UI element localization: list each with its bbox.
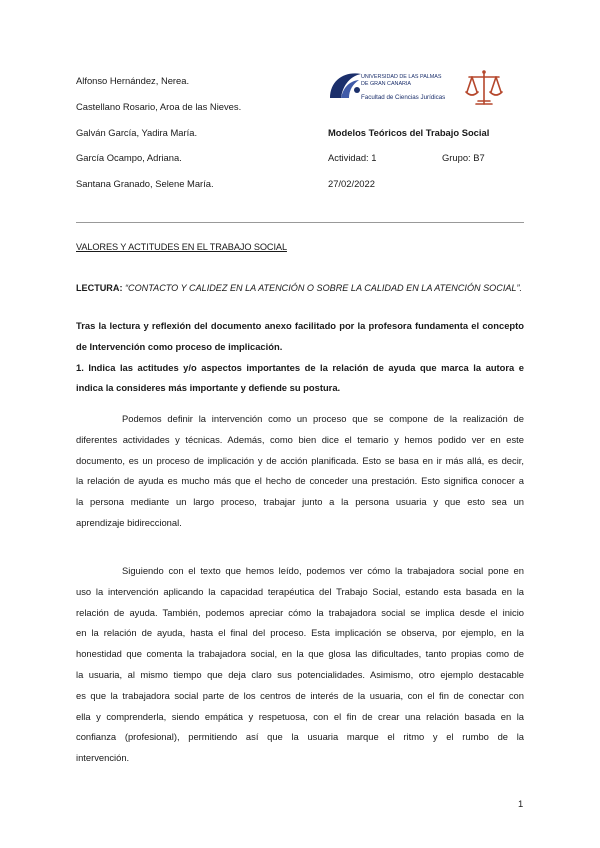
page-number: 1	[518, 798, 524, 809]
paragraph-line: la relación de ayuda es mucho más que el hecho de conceder una prestación. Esto significa conocer a	[76, 475, 524, 487]
paragraph-line: la persona mediante un largo proceso, trabajar junto a la persona usuaria y que esto sea un	[76, 496, 524, 508]
paragraph-line: uso la intervención aplicando la capacidad terapéutica del Trabajo Social, estando esta basada en la	[76, 585, 524, 597]
paragraph-line: documento, es un proceso de implicación y de acción planificada. Esto se basa en ir más allá, es decir,	[76, 454, 524, 466]
paragraph-line: aprendizaje bidireccional.	[76, 516, 182, 528]
paragraph-line: diferentes actividades y técnicas. Además, como bien dice el temario y hemos podido ver en este	[76, 433, 524, 445]
author-1: Alfonso Hernández, Nerea.	[76, 75, 190, 86]
university-name-line-1: UNIVERSIDAD DE LAS PALMAS	[361, 74, 442, 80]
paragraph-line: Podemos definir la intervención como un proceso que se compone de la realización de	[122, 413, 524, 424]
assignment-prompt	[76, 316, 524, 399]
document-date: 27/02/2022	[328, 178, 375, 189]
paragraph-line: en la relación de ayuda, hasta el final del proceso. Esta implicación se observa, por ejemplo, en la	[76, 627, 524, 639]
author-4: García Ocampo, Adriana.	[76, 152, 182, 163]
justice-scales-icon	[464, 68, 504, 108]
ulpgc-logo-icon	[327, 68, 365, 104]
faculty-name: Facultad de Ciencias Jurídicas	[361, 94, 446, 101]
section-heading: VALORES Y ACTITUDES EN EL TRABAJO SOCIAL	[76, 242, 287, 252]
body-paragraph-1	[76, 409, 524, 534]
paragraph-line: confianza (profesional), permitiendo así que la usuaria marque el ritmo y el rumbo de la	[76, 731, 524, 743]
author-3: Galván García, Yadira María.	[76, 127, 198, 138]
paragraph-line: ella y comprenderla, siendo empática y respetuosa, con el fin de crear una relación basada en la	[76, 710, 524, 722]
author-2: Castellano Rosario, Aroa de las Nieves.	[76, 101, 242, 112]
reading-label: LECTURA:	[76, 283, 123, 293]
paragraph-line: la usuaria, al mismo tiempo que deja claro sus potencialidades. Asimismo, otro ejemplo destacable	[76, 668, 524, 680]
author-5: Santana Granado, Selene María.	[76, 178, 214, 189]
prompt-line: Tras la lectura y reflexión del documento anexo facilitado por la profesora fundamenta el concepto	[76, 320, 524, 331]
header-divider	[76, 222, 524, 223]
course-title: Modelos Teóricos del Trabajo Social	[328, 127, 490, 138]
reading-line	[76, 282, 522, 294]
paragraph-line: honestidad que comenta la trabajadora social, en la que glosa las dificultades, tanto propias como de	[76, 648, 524, 660]
question-line: indica la consideres más importante y defiende su postura.	[76, 382, 341, 394]
question-line: 1. Indica las actitudes y/o aspectos importantes de la relación de ayuda que marca la autora e	[76, 361, 524, 373]
paragraph-line: es que la trabajadora social parte de los centros de interés de la usuaria, con el fin de conectar con	[76, 689, 524, 701]
prompt-line: de Intervención como proceso de implicación.	[76, 340, 283, 352]
group-label: Grupo: B7	[442, 152, 485, 163]
paragraph-line: Siguiendo con el texto que hemos leído, podemos ver cómo la trabajadora social pone en	[122, 565, 524, 576]
university-name-line-2: DE GRAN CANARIA	[361, 81, 412, 87]
paragraph-line: intervención.	[76, 752, 130, 764]
activity-number: Actividad: 1	[328, 152, 377, 163]
body-paragraph-2	[76, 561, 524, 769]
paragraph-line: relación de ayuda. También, podemos apreciar cómo la trabajadora social se implica desde el inicio	[76, 606, 524, 618]
reading-title: “CONTACTO Y CALIDEZ EN LA ATENCIÓN O SOBRE LA CALIDAD EN LA ATENCIÓN SOCIAL”.	[125, 283, 523, 293]
university-logo	[327, 68, 467, 112]
